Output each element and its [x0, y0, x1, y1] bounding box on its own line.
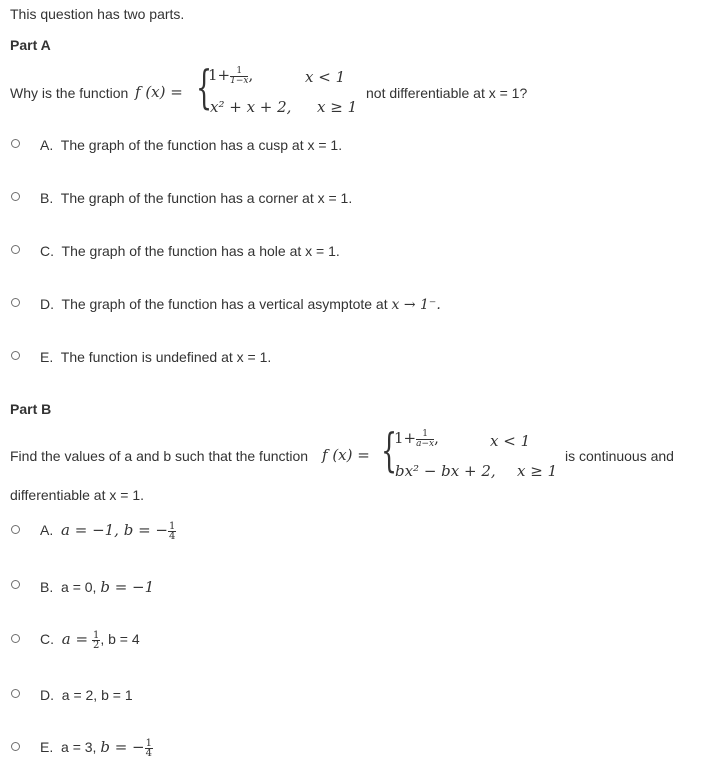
part-a-func-name: f (x) = [135, 83, 183, 101]
option-content [40, 349, 271, 365]
radio-button[interactable] [11, 580, 20, 589]
option-content [40, 190, 352, 206]
frac-numerator: 1 [92, 629, 100, 641]
option-text: The graph of the function has a hole at x = 1. [61, 243, 340, 259]
option-content [40, 243, 340, 259]
option-content [40, 687, 133, 703]
radio-button[interactable] [11, 742, 20, 751]
frac-denominator: 2 [92, 639, 100, 651]
option-letter: E. [40, 349, 54, 365]
part-a-case1-expr: 1+ [208, 66, 231, 84]
part-a-case1: 1+ $\frac{1}{1-x}$ , [208, 65, 254, 86]
part-a-case2-cond: x ≥ 1 [317, 98, 358, 116]
radio-button[interactable] [11, 245, 20, 254]
option-content [40, 578, 154, 596]
option-math: a = [61, 630, 89, 648]
option-text: a = 2, b = 1 [61, 687, 133, 703]
frac-denominator: 4 [169, 530, 176, 542]
option-text: The function is undefined at x = 1. [60, 349, 272, 365]
option-content [40, 296, 441, 313]
option-math: a = −1, b = − [61, 521, 168, 539]
option-letter: D. [40, 687, 54, 703]
option-letter: E. [40, 739, 54, 755]
option-letter: A. [40, 522, 54, 538]
part-a-heading: Part A [10, 37, 51, 53]
part-b-case1-expr: 1+ [394, 429, 417, 447]
option-text: a = 3, [61, 739, 97, 755]
option-text: The graph of the function has a vertical asymptote at [61, 296, 388, 312]
part-a-case1-frac [230, 67, 248, 86]
option-content [40, 738, 153, 758]
part-b-question-pre: Find the values of a and b such that the function [10, 448, 309, 464]
option-content [40, 630, 140, 650]
radio-button[interactable] [11, 689, 20, 698]
option-letter: B. [40, 579, 54, 595]
part-b-case1-frac [416, 430, 434, 449]
part-a-question-pre: Why is the function [10, 85, 129, 101]
radio-button[interactable] [11, 139, 20, 148]
option-letter: B. [40, 190, 54, 206]
radio-button[interactable] [11, 351, 20, 360]
part-b-case1-cond: x < 1 [490, 432, 531, 450]
option-text: The graph of the function has a cusp at x = 1. [60, 137, 343, 153]
radio-button[interactable] [11, 298, 20, 307]
frac-denominator: 1−x [230, 75, 249, 86]
frac-denominator: a−x [416, 438, 435, 449]
radio-button[interactable] [11, 525, 20, 534]
option-text: , b = 4 [100, 631, 140, 647]
frac-numerator: 1 [169, 520, 176, 532]
radio-button[interactable] [11, 634, 20, 643]
part-b-question-line2: differentiable at x = 1. [10, 487, 144, 503]
option-frac [145, 739, 153, 758]
option-math: b = −1 [100, 578, 155, 596]
frac-numerator: 1 [230, 67, 248, 77]
part-a-case1-cond: x < 1 [305, 68, 346, 86]
part-a-brace: { [196, 60, 213, 114]
part-b-brace: { [381, 423, 398, 477]
option-math: b = − [100, 738, 145, 756]
option-letter: C. [40, 243, 54, 259]
part-b-case1: 1+ $\frac{1}{a-x}$ , [394, 428, 439, 449]
radio-button[interactable] [11, 192, 20, 201]
option-letter: C. [40, 631, 54, 647]
option-math: x → 1⁻. [391, 297, 441, 313]
part-b-func-name: f (x) = [322, 446, 370, 464]
option-letter: D. [40, 296, 54, 312]
frac-denominator: 4 [145, 747, 152, 759]
frac-numerator: 1 [145, 737, 152, 749]
part-b-heading: Part B [10, 401, 52, 417]
part-a-case2-expr: x² + x + 2, [210, 98, 292, 116]
part-b-case2-expr: bx² − bx + 2, [395, 462, 496, 480]
part-b-case2-cond: x ≥ 1 [517, 462, 558, 480]
option-frac [168, 522, 176, 541]
option-text: a = 0, [61, 579, 97, 595]
option-text: The graph of the function has a corner at x = 1. [60, 190, 353, 206]
option-content [40, 521, 176, 541]
intro-text: This question has two parts. [10, 6, 185, 22]
option-content [40, 137, 342, 153]
option-letter: A. [40, 137, 54, 153]
part-b-question-post: is continuous and [565, 448, 674, 464]
part-a-question-post: not differentiable at x = 1? [366, 85, 528, 101]
frac-numerator: 1 [416, 430, 434, 440]
